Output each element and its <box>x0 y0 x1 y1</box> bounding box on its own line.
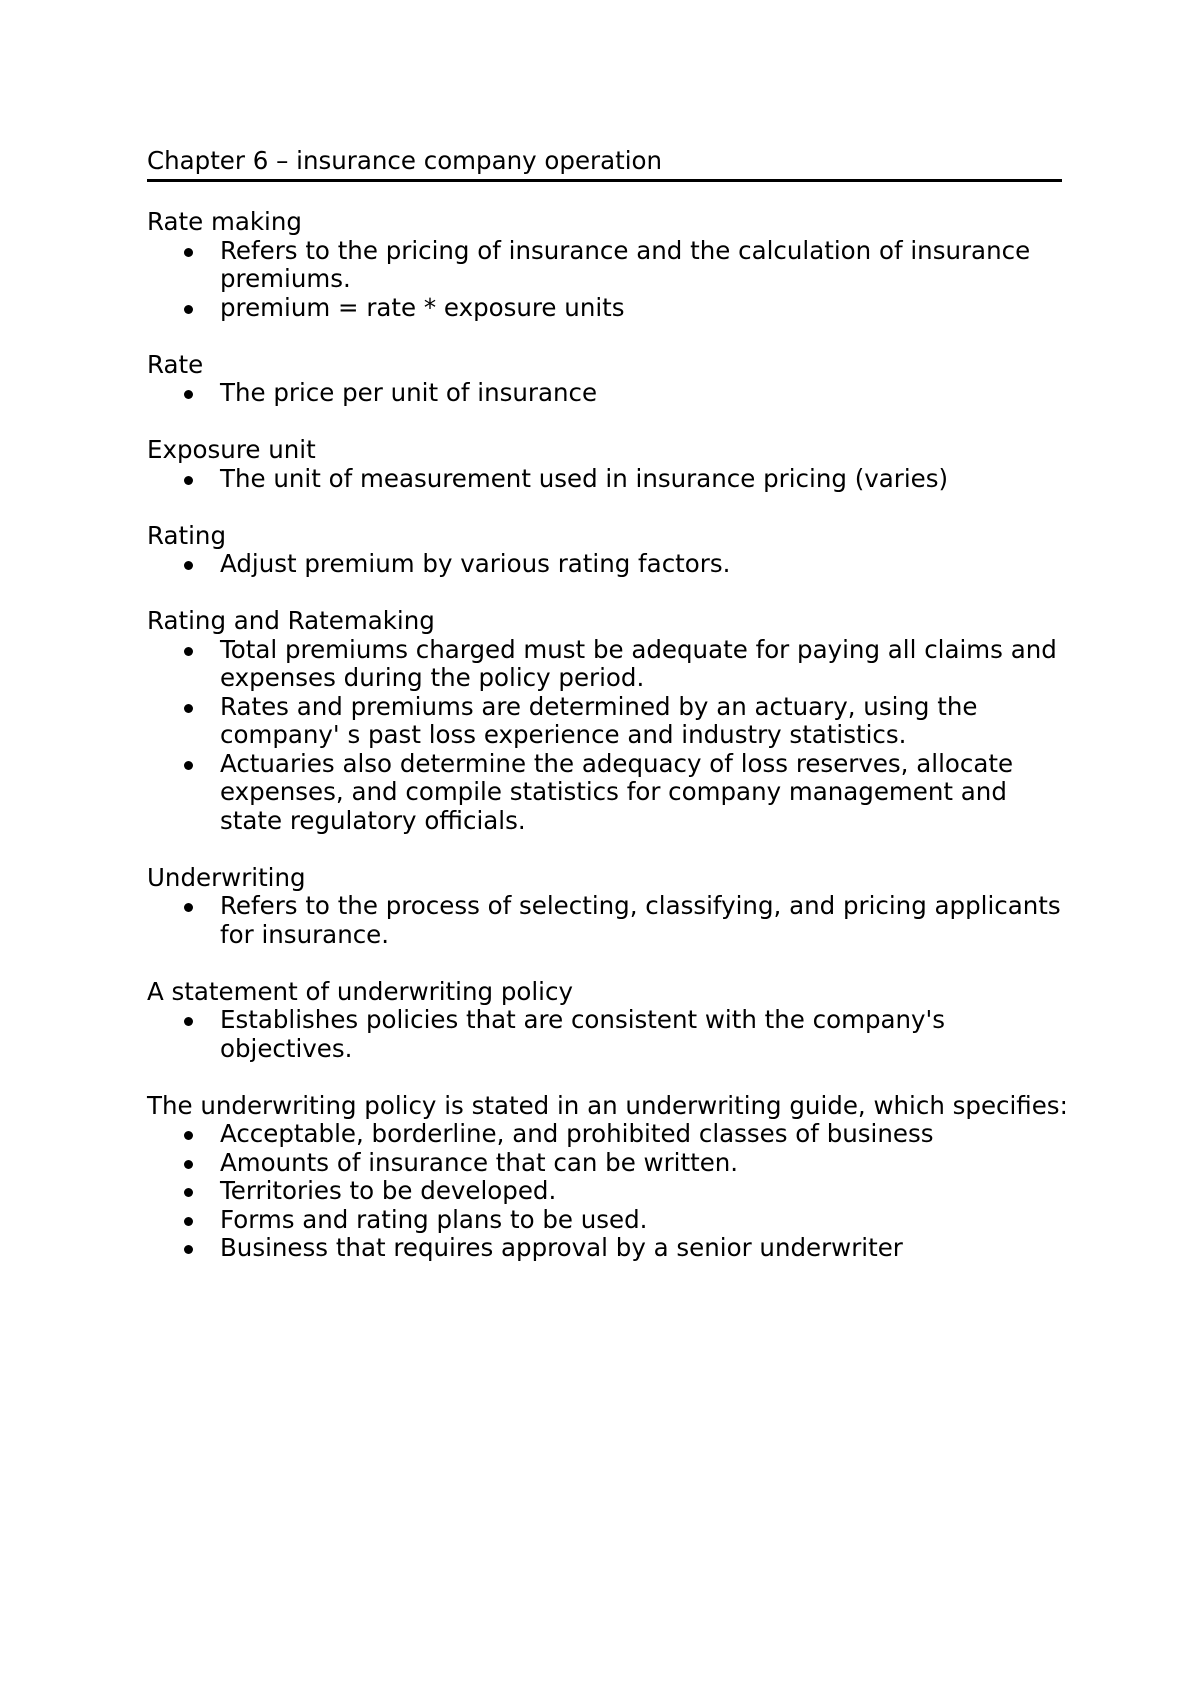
list-item <box>147 1120 1062 1149</box>
section-rating-and-ratemaking <box>147 607 1062 835</box>
list-item <box>147 237 1062 294</box>
page-title: Chapter 6 – insurance company operation <box>147 145 1062 182</box>
bullet-list <box>147 1120 1062 1263</box>
list-item-text: Business that requires approval by a senior underwriter <box>220 1233 903 1262</box>
list-item-text: Forms and rating plans to be used. <box>220 1204 648 1234</box>
bullet-icon <box>184 1017 193 1026</box>
section-heading: Underwriting <box>147 862 306 892</box>
section-exposure-unit <box>147 436 1062 493</box>
list-item-text: The unit of measurement used in insurance pricing (varies) <box>220 463 949 493</box>
list-item-text: Establishes policies that are consistent with the company's objectives. <box>220 1005 946 1063</box>
bullet-icon <box>184 248 193 257</box>
section-heading: The underwriting policy is stated in an underwriting guide, which specifies: <box>147 1090 1068 1120</box>
list-item-text: premium = rate * exposure units <box>220 292 625 322</box>
list-item <box>147 1206 1062 1235</box>
bullet-icon <box>184 1245 193 1254</box>
list-item-text: Refers to the pricing of insurance and the calculation of insurance premiums. <box>220 235 1031 293</box>
list-item-text: Actuaries also determine the adequacy of loss reserves, allocate expenses, and compile statistics for company management and state regulatory officials. <box>220 748 1014 835</box>
list-item <box>147 294 1062 323</box>
bullet-icon <box>184 647 193 656</box>
bullet-list <box>147 465 1062 494</box>
section-heading: A statement of underwriting policy <box>147 976 573 1006</box>
section-rate <box>147 351 1062 408</box>
list-item <box>147 1177 1062 1206</box>
section-rating <box>147 522 1062 579</box>
list-item <box>147 636 1062 693</box>
list-item <box>147 465 1062 494</box>
list-item-text: Acceptable, borderline, and prohibited classes of business <box>220 1119 934 1148</box>
bullet-icon <box>184 903 193 912</box>
bullet-icon <box>184 761 193 770</box>
bullet-icon <box>184 390 193 399</box>
list-item <box>147 550 1062 579</box>
section-underwriting <box>147 864 1062 950</box>
list-item-text: Territories to be developed. <box>220 1176 557 1205</box>
list-item <box>147 1149 1062 1178</box>
bullet-list <box>147 237 1062 323</box>
bullet-icon <box>184 476 193 485</box>
list-item-text: Amounts of insurance that can be written. <box>220 1147 739 1177</box>
list-item <box>147 892 1062 949</box>
list-item-text: Total premiums charged must be adequate for paying all claims and expenses during the policy period. <box>220 634 1057 692</box>
bullet-list <box>147 636 1062 836</box>
list-item-text: The price per unit of insurance <box>220 378 598 407</box>
section-heading: Rating <box>147 520 226 550</box>
section-statement-of-underwriting-policy <box>147 978 1062 1064</box>
bullet-icon <box>184 561 193 570</box>
section-rate-making <box>147 208 1062 322</box>
list-item-text: Refers to the process of selecting, classifying, and pricing applicants for insurance. <box>220 891 1061 949</box>
list-item <box>147 750 1062 836</box>
list-item <box>147 1234 1062 1263</box>
section-underwriting-guide <box>147 1090 1068 1263</box>
list-item-text: Rates and premiums are determined by an actuary, using the company' s past loss experience and industry statistics. <box>220 691 978 749</box>
list-item <box>147 693 1062 750</box>
bullet-list <box>147 550 1062 579</box>
bullet-icon <box>184 1188 193 1197</box>
bullet-list <box>147 1006 1062 1063</box>
bullet-icon <box>184 704 193 713</box>
document-body <box>147 207 1068 1291</box>
section-heading: Exposure unit <box>147 435 316 464</box>
bullet-icon <box>184 1131 193 1140</box>
section-heading: Rate <box>147 349 204 379</box>
bullet-list <box>147 892 1062 949</box>
list-item <box>147 1006 1062 1063</box>
bullet-icon <box>184 1160 193 1169</box>
list-item <box>147 379 1062 408</box>
list-item-text: Adjust premium by various rating factors. <box>220 549 731 578</box>
section-heading: Rating and Ratemaking <box>147 606 435 635</box>
bullet-icon <box>184 1217 193 1226</box>
section-heading: Rate making <box>147 207 302 236</box>
bullet-icon <box>184 305 193 314</box>
bullet-list <box>147 379 1062 408</box>
